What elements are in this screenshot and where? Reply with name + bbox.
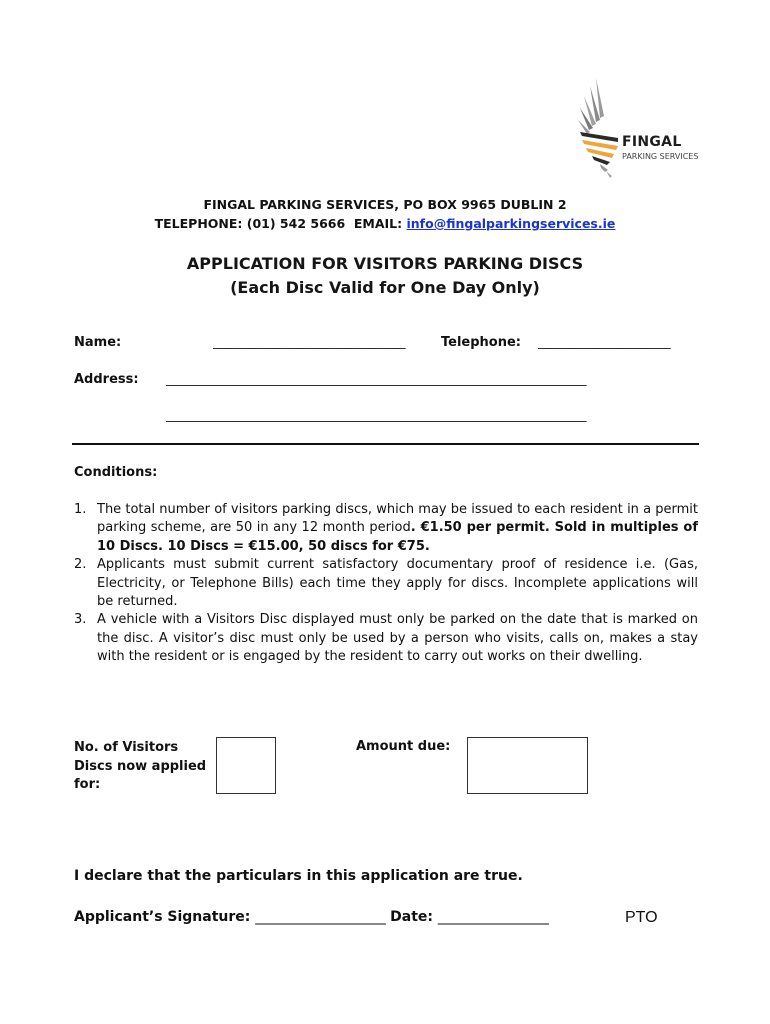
name-label: Name: <box>74 335 122 350</box>
condition-text: A vehicle with a Visitors Disc displayed must only be parked on the date that is marked on the disc. A visitor’s disc must only be used by a person who visits, calls on, makes a stay with the resident or is engaged by the resident to carry out works on their dwelling. <box>97 612 698 665</box>
section-divider <box>72 443 699 445</box>
condition-item <box>74 501 698 556</box>
telephone-label: Telephone: <box>441 335 521 350</box>
discs-label-line1: No. of Visitors <box>74 740 179 755</box>
discs-label-line2: Discs now applied <box>74 758 207 774</box>
logo-subtitle: PARKING SERVICES <box>622 152 699 161</box>
declaration-statement: I declare that the particulars in this application are true. <box>74 868 523 884</box>
condition-number: 3. <box>74 612 87 628</box>
condition-price-text: . €1.50 per permit. Sold in multiples of 10 Discs. 10 Discs = €15.00, 50 discs for €75. <box>97 520 698 554</box>
condition-item <box>74 611 698 666</box>
form-title: APPLICATION FOR VISITORS PARKING DISCS <box>186 254 584 273</box>
amount-label: Amount due: <box>356 739 451 754</box>
discs-label-line3: for: <box>74 777 101 792</box>
wing-logo-icon <box>574 76 702 182</box>
discs-quantity-box[interactable] <box>216 737 276 794</box>
fingal-logo <box>574 76 702 182</box>
email-link[interactable]: info@fingalparkingservices.ie <box>406 216 616 231</box>
condition-number: 1. <box>74 502 87 517</box>
address-field-line1[interactable]: ______________________________________________________________________ <box>166 372 586 387</box>
amount-due-box[interactable] <box>467 737 588 794</box>
address-label: Address: <box>74 372 139 387</box>
address-field-line2[interactable]: ______________________________________________________________________ <box>166 408 586 423</box>
conditions-list <box>74 501 698 667</box>
form-subtitle: (Each Disc Valid for One Day Only) <box>230 278 540 297</box>
date-label: Date: <box>385 909 438 925</box>
condition-number: 2. <box>74 557 87 573</box>
org-address: FINGAL PARKING SERVICES, PO BOX 9965 DUBLIN 2 <box>203 197 567 212</box>
condition-text: Applicants must submit current satisfactory documentary proof of residence i.e. (Gas, Electricity, or Telephone Bills) each time they apply for discs. Incomplete applications will be returned. <box>97 557 698 610</box>
pto-text: PTO <box>625 909 658 926</box>
signature-field[interactable]: ____________________ <box>255 909 386 925</box>
contact-telephone: TELEPHONE: (01) 542 5666 EMAIL: <box>154 216 407 231</box>
conditions-title: Conditions: <box>74 465 158 480</box>
logo-name: FINGAL <box>622 134 682 150</box>
discs-label <box>74 739 206 795</box>
name-field[interactable]: ________________________________ <box>213 335 405 350</box>
signature-row <box>74 909 548 925</box>
telephone-field[interactable]: ______________________ <box>538 335 670 350</box>
condition-item <box>74 556 698 611</box>
signature-label: Applicant’s Signature: <box>74 909 256 925</box>
date-field[interactable]: _________________ <box>437 909 549 925</box>
condition-text: The total number of visitors parking discs, which may be issued to each resident in a permit parking scheme, are 50 in any 12 month period <box>97 502 698 536</box>
org-contact <box>0 216 770 231</box>
